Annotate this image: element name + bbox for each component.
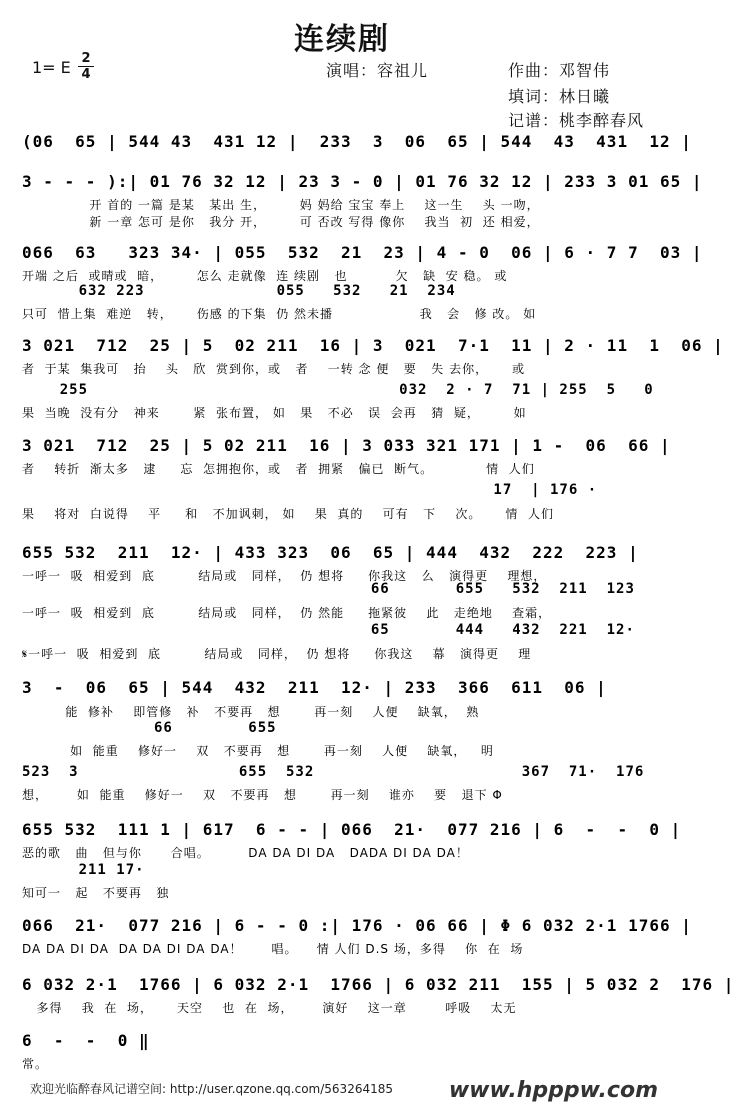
notation-line: 211 17·	[22, 862, 145, 878]
notation-line: 6 - - 0 ‖	[22, 1031, 150, 1050]
transcriber: 记谱：桃李醉春风	[508, 111, 645, 130]
meter-top: 2	[81, 51, 91, 66]
notation-line: 6 032 2·1 1766 | 6 032 2·1 1766 | 6 032 211 155 | 5 032 2 176 |	[22, 975, 734, 994]
lyric-line: 者 转折 渐太多 逮 忘 怎拥抱你，或 者 拥紧 偏已 断气。 情 人们	[22, 462, 535, 476]
notation-line: 632 223 055 532 21 234	[22, 283, 456, 299]
notation-line: 66 655 532 211 123	[22, 581, 635, 597]
key-signature: 1= E	[32, 58, 71, 77]
notation-line: 3 - 06 65 | 544 432 211 12· | 233 366 611 06 |	[22, 678, 607, 697]
song-title: 连续剧	[294, 22, 390, 57]
lyric-line: 开 首的 一篇 是某 某出 生， 妈 妈给 宝宝 奉上 这一生 头 一吻，	[22, 198, 540, 212]
notation-line: 655 532 111 1 | 617 6 - - | 066 21· 077 216 | 6 - - 0 |	[22, 820, 682, 839]
notation-line: 3 021 712 25 | 5 02 211 16 | 3 021 7·1 11 | 2 · 11 1 06 |	[22, 336, 724, 355]
notation-line: 655 532 211 12· | 433 323 06 65 | 444 432 222 223 |	[22, 543, 639, 562]
lyric-line: 一呼一 吸 相爱到 底 结局或 同样， 仍 然能 拖紧彼 此 走绝地 查霜，	[22, 606, 552, 620]
notation-line: 523 3 655 532 367 71· 176	[22, 764, 645, 780]
footer-note: 欢迎光临醉春风记谱空间: http://user.qzone.qq.com/563264185	[30, 1082, 394, 1096]
time-signature	[78, 52, 94, 81]
lyric-line: 𝄋一呼一 吸 相爱到 底 结局或 同样， 仍 想将 你我这 幕 演得更 理	[22, 647, 532, 661]
singer: 演唱：容祖儿	[326, 61, 429, 80]
notation-line: 66 655	[22, 720, 277, 736]
lyric-line: 知可一 起 不要再 独	[22, 886, 170, 900]
lyric-line: 能 修补 即管修 补 不要再 想 再一刻 人便 缺氧， 熟	[22, 705, 480, 719]
lyric-line: 常。	[22, 1057, 49, 1071]
lyric-line: 者 于某 集我可 抬 头 欣 赏到你，或 者 一转 念 便 要 失 去你， 或	[22, 362, 526, 376]
notation-line: (06 65 | 544 43 431 12 | 233 3 06 65 | 544 43 431 12 |	[22, 132, 692, 151]
notation-line: 3 - - - ):| 01 76 32 12 | 23 3 - 0 | 01 76 32 12 | 233 3 01 65 |	[22, 172, 703, 191]
lyric-line: 如 能重 修好一 双 不要再 想 再一刻 人便 缺氧， 明	[22, 744, 494, 758]
notation-line: 066 63 323 34· | 055 532 21 23 | 4 - 0 06 | 6 · 7 7 03 |	[22, 243, 703, 262]
lyric-line: 只可 惜上集 难逆 转， 伤感 的下集 仍 然未播 我 会 修 改。 如	[22, 307, 537, 321]
notation-line: 255 032 2 · 7 71 | 255 5 0	[22, 382, 654, 398]
lyricist: 填词：林日曦	[508, 87, 611, 106]
lyric-line: 一呼一 吸 相爱到 底 结局或 同样， 仍 想将 你我这 么 演得更 理想，	[22, 569, 547, 583]
watermark: www.hpppw.com	[448, 1078, 658, 1103]
meter-bottom: 4	[81, 67, 91, 82]
notation-line: 17 | 176 ·	[22, 482, 598, 498]
lyric-line: 果 将对 白说得 平 和 不加讽刺， 如 果 真的 可有 下 次。 情 人们	[22, 507, 555, 521]
notation-line: 65 444 432 221 12·	[22, 622, 635, 638]
lyric-line: 果 当晚 没有分 神来 紧 张布置， 如 果 不必 误 会再 猜 疑， 如	[22, 406, 527, 420]
notation-line: 066 21· 077 216 | 6 - - 0 :| 176 · 06 66 | Φ 6 032 2·1 1766 |	[22, 916, 692, 935]
lyric-line: 多得 我 在 场， 天空 也 在 场， 演好 这一章 呼吸 太无	[22, 1001, 517, 1015]
composer: 作曲：邓智伟	[508, 61, 611, 80]
lyric-line: 开端 之后 或晴或 暗， 怎么 走就像 连 续剧 也 欠 缺 安 稳。 或	[22, 269, 508, 283]
lyric-line: 新 一章 怎可 是你 我分 开， 可 否改 写得 像你 我当 初 还 相爱，	[22, 215, 540, 229]
lyric-line: 恶的歌 曲 但与你 合唱。 DA DA DI DA DADA DI DA DA！	[22, 846, 469, 860]
lyric-line: DA DA DI DA DA DA DI DA DA！ 唱。 情 人们 D.S 场，多得 你 在 场	[22, 942, 524, 956]
notation-line: 3 021 712 25 | 5 02 211 16 | 3 033 321 171 | 1 - 06 66 |	[22, 436, 671, 455]
lyric-line: 想， 如 能重 修好一 双 不要再 想 再一刻 谁亦 要 退下 Φ	[22, 788, 503, 802]
